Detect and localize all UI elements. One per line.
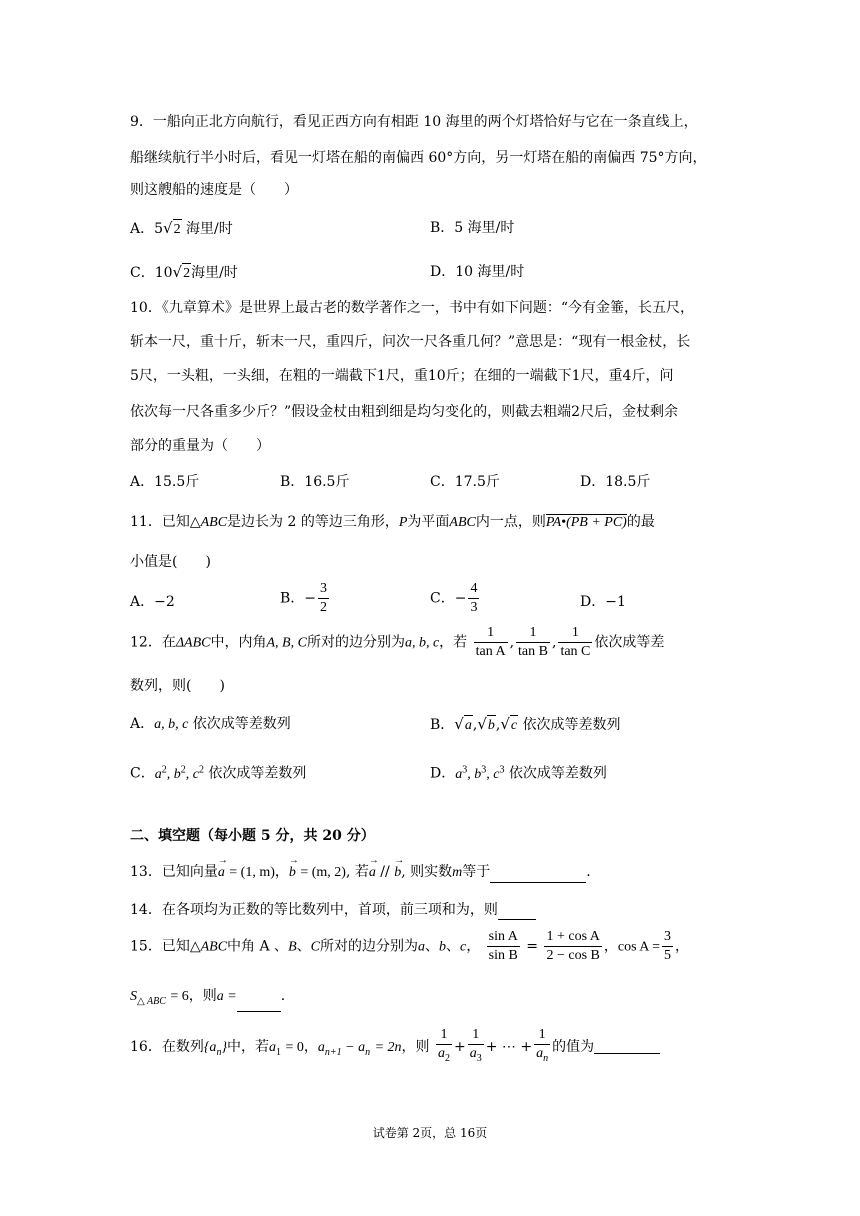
q11-option-a: A．−2 [130,594,175,610]
q10-option-b: B．16.5斤 [280,474,350,490]
q9-option-b: B．5 海里/时 [430,220,515,236]
q11-line2: 小值是( ) [130,554,211,570]
q12-option-b: B．√a,√b,√c 依次成等差数列 [430,714,621,736]
q14-line: 14．在各项均为正数的等比数列中，首项，前三项和为，则 [130,900,536,920]
q10-line4: 依次每一尺各重多少斤？”假设金杖由粗到细是均匀变化的，则截去粗端2尺后，金杖剩余 [130,404,679,420]
q10-line1: 10．《九章算术》是世界上最古老的数学著作之一，书中有如下问题：“今有金箠，长五尺， [130,300,694,316]
q12-option-c: C．$a^2$, $b^2$, $c^2$ 依次成等差数列 [130,764,307,782]
q9-line3: 则这艘船的速度是（ ） [130,182,298,198]
q14-answer-blank[interactable] [498,905,536,920]
q16-answer-blank[interactable] [594,1039,660,1054]
q15-line1: 15．已知△ABC中角 A 、B、C所对的边分别为a、b、c， $\frac{\text{sin A}}{\text{sin B}}$ = $\frac{\text{1 + cos A}}{\text{2 − cos B}}$ ，cos A = $\frac{3}{5}$ ， [130,929,689,963]
q10-line2: 斩本一尺，重十斤，斩末一尺，重四斤，问次一尺各重几何？”意思是：“现有一根金杖，长 [130,334,691,350]
q11-option-d: D．−1 [580,594,626,610]
q9-line2: 船继续航行半小时后，看见一灯塔在船的南偏西 60°方向，另一灯塔在船的南偏西 75°方向， [130,150,707,166]
q9-line1: 9．一船向正北方向航行，看见正西方向有相距 10 海里的两个灯塔恰好与它在一条直线上， [130,114,698,130]
q13-line: 13．已知向量→ a = (1, m)，→ b = (m, 2), 若→ a // → b, 则实数m等于 . [130,862,591,883]
q11-option-c: C．− $\frac{4}{3}$ [430,581,478,615]
q10-line5: 部分的重量为（ ） [130,438,270,454]
q10-option-d: D．18.5斤 [580,474,651,490]
q11-vector-expression: PA•(PB + PC) [546,513,627,533]
q10-option-c: C．17.5斤 [430,474,500,490]
q12-line2: 数列，则( ) [130,678,225,694]
page-footer: 试卷第 2页，总 16页 [372,1126,488,1140]
q11-line1: 11．已知△ABC是边长为 2 的等边三角形，P为平面ABC内一点，则PA•(PB + PC)的最 [130,512,655,533]
q12-line1: 12．在ΔABC中，内角A, B, C所对的边分别为a, b, c，若 $\frac{1}{\text{tan A}}$ , $\frac{1}{\text{tan B}}$ , $\frac{1}{\text{tan C}}$ 依次成等差 [130,625,665,659]
q10-line3: 5尺，一头粗，一头细，在粗的一端截下1尺，重10斤；在细的一端截下1尺，重4斤，问 [130,368,674,384]
section-2-title: 二、填空题（每小题 5 分，共 20 分） [130,828,375,844]
q16-line: 16．在数列$\{a_n\}$中，若$a_1 = 0$，$a_{n+1} - a_n = 2n$，则 $\frac{1}{a_2}$ + $\frac{1}{a_3}$ + ⋯ + $\frac{1}{a_n}$ 的值为 [130,1026,660,1068]
q12-option-d: D．$a^3$, $b^3$, $c^3$ 依次成等差数列 [430,764,607,782]
q9-option-d: D．10 海里/时 [430,264,525,280]
q15-answer-blank[interactable] [237,997,281,1012]
q10-option-a: A．15.5斤 [130,474,200,490]
q11-option-b: B．− $\frac{3}{2}$ [280,581,328,615]
q12-option-a: A．a, b, c 依次成等差数列 [130,716,291,732]
q15-line2: $S_{\triangle ABC} = 6$，则a = . [130,986,285,1012]
q13-answer-blank[interactable] [490,868,586,883]
q9-option-c: C．10√2海里/时 [130,262,238,284]
q9-option-a: A．5√2 海里/时 [130,218,233,240]
